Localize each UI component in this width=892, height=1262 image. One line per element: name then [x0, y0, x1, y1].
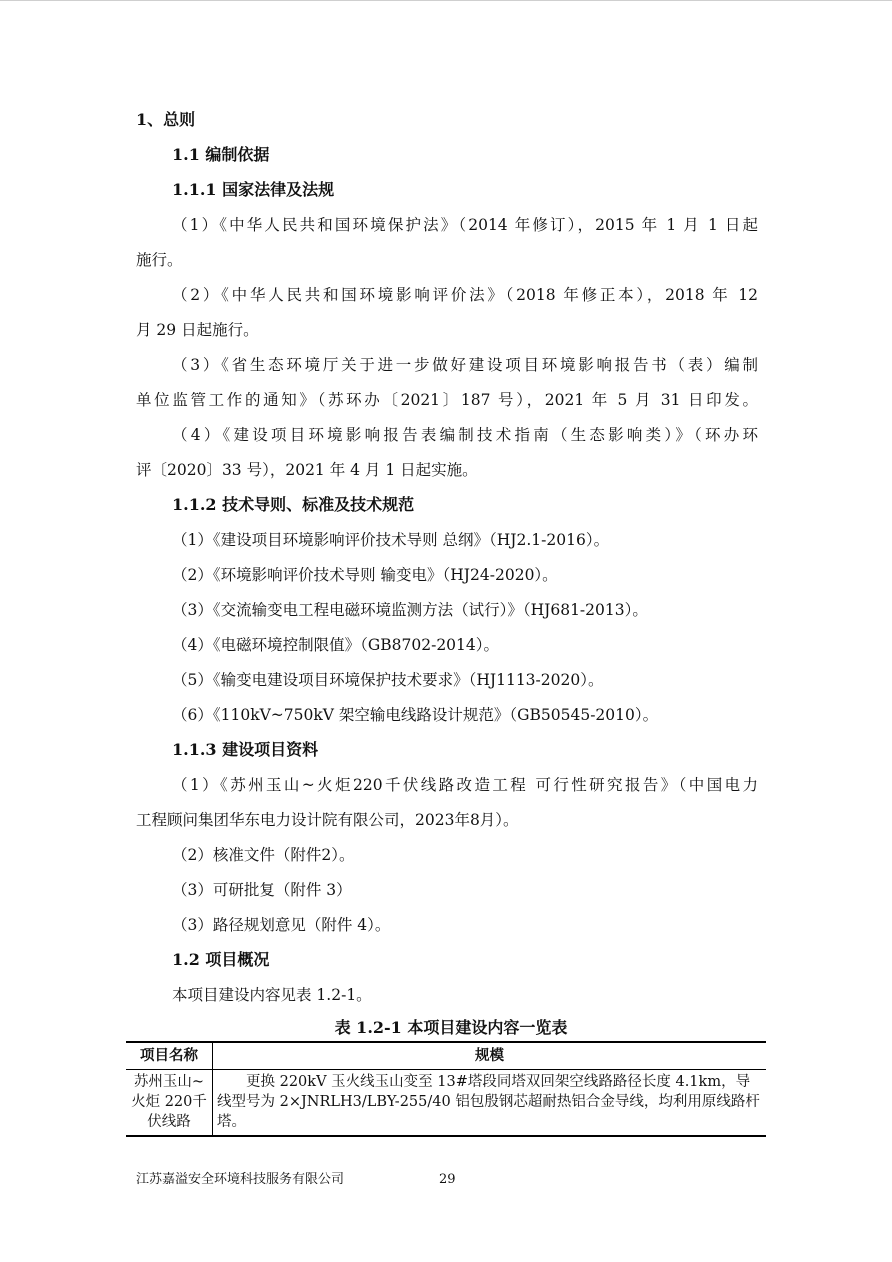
project-content-table [126, 1041, 766, 1137]
project-doc-1-line-1: （1）《苏州玉山~火炬220千伏线路改造工程 可行性研究报告》（中国电力 [172, 776, 758, 794]
standard-item-3: （3）《交流输变电工程电磁环境监测方法（试行）》（HJ681-2013）。 [172, 601, 648, 619]
row-scale: 更换 220kV 玉火线玉山变至 13#塔段同塔双回架空线路路径长度 4.1km，导线型号为 2×JNRLH3/LBY-255/40 铝包殷钢芯超耐热铝合金导线，均利用原线路杆塔。 [213, 1070, 767, 1137]
law-item-2-line-2: 月 29 日起施行。 [136, 321, 259, 339]
standard-item-5: （5）《输变电建设项目环境保护技术要求》（HJ1113-2020）。 [172, 671, 604, 689]
heading-1-2: 1.2 项目概况 [172, 950, 270, 969]
standard-item-6: （6）《110kV~750kV 架空输电线路设计规范》（GB50545-2010）。 [172, 706, 659, 724]
standard-item-1: （1）《建设项目环境影响评价技术导则 总纲》（HJ2.1-2016）。 [172, 531, 610, 549]
footer-page-number: 29 [439, 1172, 456, 1187]
project-doc-3: （3）可研批复（附件 3） [172, 881, 352, 899]
section-title: 1、总则 [136, 110, 196, 129]
table-caption: 表 1.2-1 本项目建设内容一览表 [334, 1018, 568, 1037]
row-project-name: 苏州玉山~火炬 220千伏线路 [126, 1070, 213, 1137]
table-header-row [126, 1042, 766, 1070]
project-doc-1-line-2: 工程顾问集团华东电力设计院有限公司，2023年8月）。 [136, 811, 519, 829]
project-doc-2: （2）核准文件（附件2）。 [172, 846, 355, 864]
heading-1-1-3: 1.1.3 建设项目资料 [172, 740, 319, 759]
page-top-border [0, 0, 892, 1]
law-item-1-line-1: （1）《中华人民共和国环境保护法》（2014 年修订），2015 年 1 月 1 日起 [172, 216, 758, 234]
header-scale: 规模 [213, 1042, 767, 1070]
table-row [126, 1070, 766, 1137]
law-item-3-line-2: 单位监管工作的通知》（苏环办〔2021〕187 号），2021 年 5 月 31 日印发。 [136, 391, 758, 409]
law-item-1-line-2: 施行。 [136, 251, 183, 269]
law-item-3-line-1: （3）《省生态环境厅关于进一步做好建设项目环境影响报告书（表）编制 [172, 356, 758, 374]
law-item-4-line-1: （4）《建设项目环境影响报告表编制技术指南（生态影响类）》（环办环 [172, 426, 758, 444]
header-project-name: 项目名称 [126, 1042, 213, 1070]
project-doc-4: （3）路径规划意见（附件 4）。 [172, 916, 391, 934]
law-item-2-line-1: （2）《中华人民共和国环境影响评价法》（2018 年修正本），2018 年 12 [172, 286, 758, 304]
standard-item-4: （4）《电磁环境控制限值》（GB8702-2014）。 [172, 636, 500, 654]
standard-item-2: （2）《环境影响评价技术导则 输变电》（HJ24-2020）。 [172, 566, 558, 584]
heading-1-1: 1.1 编制依据 [172, 145, 270, 164]
heading-1-1-2: 1.1.2 技术导则、标准及技术规范 [172, 495, 415, 514]
overview-text: 本项目建设内容见表 1.2-1。 [172, 986, 372, 1004]
law-item-4-line-2: 评〔2020〕33 号），2021 年 4 月 1 日起实施。 [136, 461, 478, 479]
footer-company: 江苏嘉溢安全环境科技服务有限公司 [136, 1172, 345, 1187]
heading-1-1-1: 1.1.1 国家法律及法规 [172, 180, 335, 199]
